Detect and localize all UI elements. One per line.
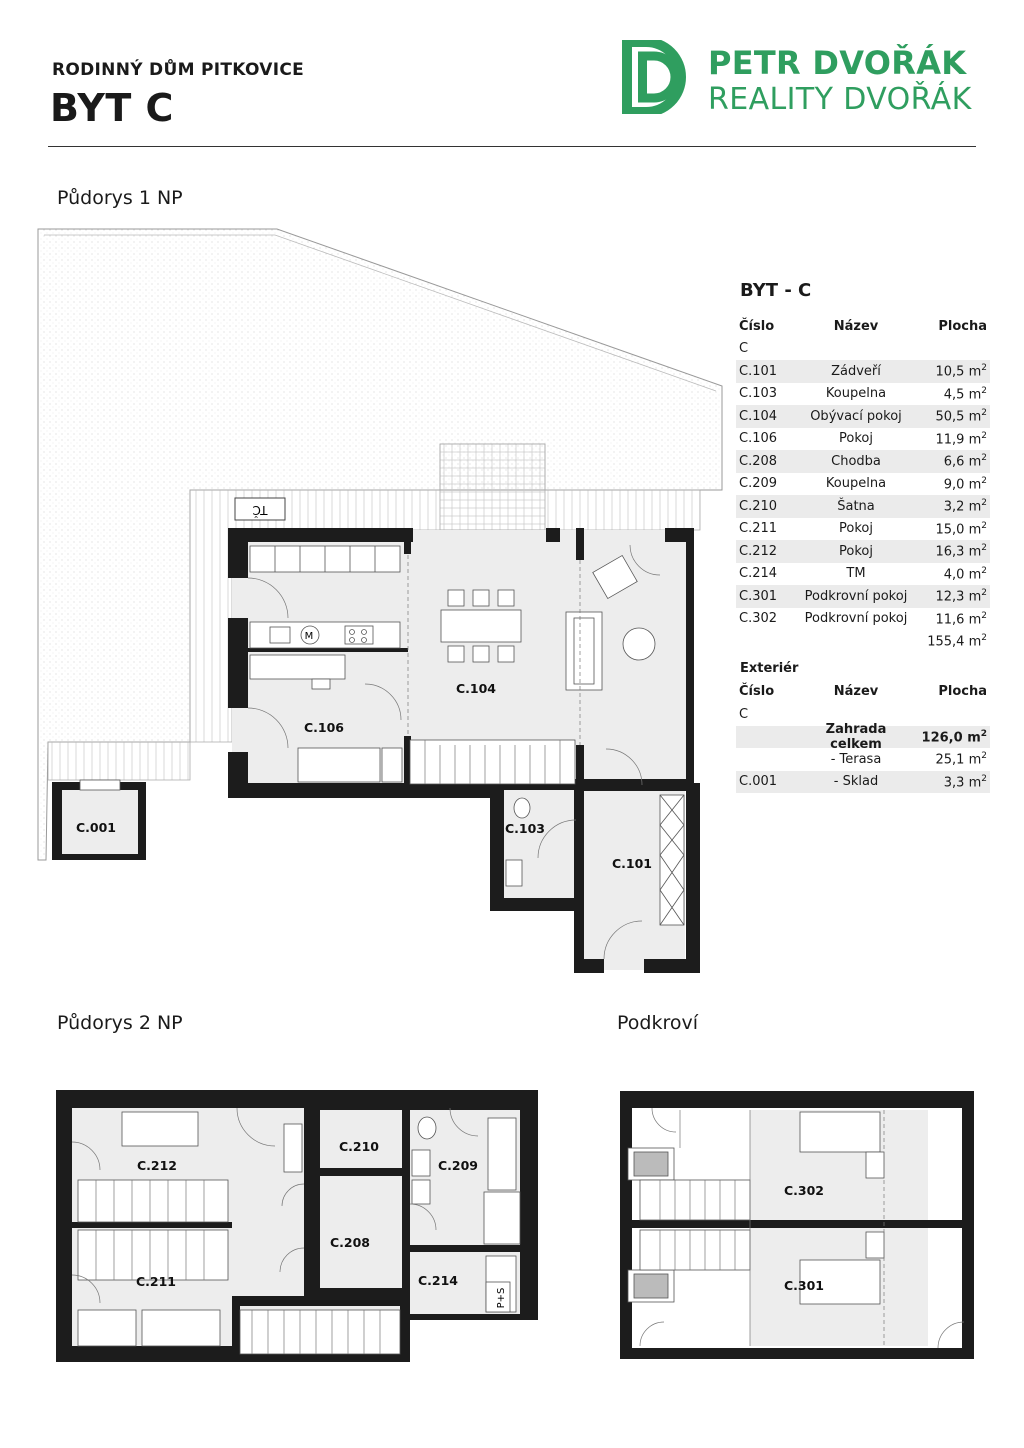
plan-attic bbox=[620, 1091, 974, 1359]
room-label-c104: C.104 bbox=[455, 681, 497, 696]
exterior-rows bbox=[736, 721, 990, 794]
area-table bbox=[736, 280, 990, 793]
page-title: BYT C bbox=[50, 86, 174, 130]
exterior-title: Exteriér bbox=[740, 660, 799, 676]
table-row bbox=[736, 518, 990, 541]
table-row bbox=[736, 360, 990, 383]
cell-plocha: 16,3 $m^2$ bbox=[935, 543, 987, 560]
room-label-c106: C.106 bbox=[303, 720, 345, 735]
room-label-c209: C.209 bbox=[437, 1158, 479, 1173]
col-header-nazev: Název bbox=[833, 318, 879, 334]
table-row bbox=[736, 771, 990, 794]
washer-label: M bbox=[304, 631, 314, 642]
table-total-row bbox=[736, 630, 990, 653]
table-row bbox=[736, 748, 990, 771]
table-rows bbox=[736, 360, 990, 630]
cell-cislo: C.302 bbox=[739, 611, 778, 627]
table-row bbox=[736, 608, 990, 631]
table-row bbox=[736, 721, 990, 752]
table-row bbox=[736, 450, 990, 473]
cell-nazev: Chodba bbox=[831, 453, 881, 469]
cell-cislo: C.301 bbox=[739, 588, 778, 604]
cell-plocha: 11,6 $m^2$ bbox=[935, 610, 987, 627]
cell-nazev: Pokoj bbox=[839, 521, 873, 537]
cell-cislo: C.212 bbox=[739, 543, 778, 559]
cell-cislo: C.101 bbox=[739, 363, 778, 379]
cell-plocha: 6,6 $m^2$ bbox=[943, 453, 987, 470]
table-row bbox=[736, 428, 990, 451]
cell-nazev: Koupelna bbox=[825, 386, 887, 402]
room-label-c212: C.212 bbox=[136, 1158, 178, 1173]
project-subtitle: RODINNÝ DŮM PITKOVICE bbox=[52, 60, 305, 80]
terrace-step bbox=[440, 444, 545, 530]
cell-plocha: 126,0 $m^2$ bbox=[921, 728, 987, 745]
col-header-plocha: Plocha bbox=[938, 318, 987, 334]
cell-nazev: Obývací pokoj bbox=[810, 408, 902, 424]
table-row bbox=[736, 540, 990, 563]
ext-col-header-cislo: Číslo bbox=[739, 684, 775, 700]
cell-cislo: C.001 bbox=[739, 774, 778, 790]
brand-tagline: REALITY DVOŘÁK bbox=[708, 82, 972, 117]
cell-nazev: Podkrovní pokoj bbox=[804, 611, 908, 627]
cell-plocha: 10,5 $m^2$ bbox=[935, 363, 987, 380]
cell-cislo: C.214 bbox=[739, 566, 778, 582]
exterior-group-label: C bbox=[739, 706, 749, 722]
room-label-c214: C.214 bbox=[417, 1273, 459, 1288]
cell-plocha: 25,1 $m^2$ bbox=[935, 751, 987, 768]
heat-pump-label: TČ bbox=[252, 503, 268, 517]
brand-name: PETR DVOŘÁK bbox=[708, 44, 967, 82]
cell-plocha: 4,0 $m^2$ bbox=[943, 565, 987, 582]
table-row bbox=[736, 405, 990, 428]
cell-plocha: 15,0 $m^2$ bbox=[935, 520, 987, 537]
cell-plocha: 4,5 $m^2$ bbox=[943, 385, 987, 402]
plan-floor2 bbox=[56, 1090, 538, 1362]
cell-plocha: 11,9 $m^2$ bbox=[935, 430, 987, 447]
room-label-c208: C.208 bbox=[329, 1235, 371, 1250]
cell-nazev: Pokoj bbox=[839, 431, 873, 447]
group-label: C bbox=[739, 341, 749, 357]
section-title-attic: Podkroví bbox=[617, 1012, 699, 1034]
cell-cislo: C.208 bbox=[739, 453, 778, 469]
cell-nazev: - Terasa bbox=[830, 751, 882, 767]
table-row bbox=[736, 383, 990, 406]
cell-plocha: 3,3 $m^2$ bbox=[943, 773, 987, 790]
room-label-c103: C.103 bbox=[504, 821, 546, 836]
cell-plocha: 50,5 $m^2$ bbox=[935, 408, 987, 425]
plan-floor1 bbox=[38, 229, 722, 973]
cell-nazev: Zahrada celkem bbox=[825, 721, 887, 752]
col-header-cislo: Číslo bbox=[739, 318, 775, 334]
room-label-c301: C.301 bbox=[783, 1278, 825, 1293]
table-row bbox=[736, 473, 990, 496]
table-group-row bbox=[736, 338, 990, 361]
ps-label: P+S bbox=[496, 1287, 507, 1309]
cell-cislo: C.209 bbox=[739, 476, 778, 492]
cell-nazev: Koupelna bbox=[825, 476, 887, 492]
cell-nazev: TM bbox=[846, 566, 866, 582]
table-title: BYT - C bbox=[740, 280, 812, 301]
table-row bbox=[736, 585, 990, 608]
section-title-floor1: Půdorys 1 NP bbox=[57, 187, 183, 209]
section-title-floor2: Půdorys 2 NP bbox=[57, 1012, 183, 1034]
room-label-c001: C.001 bbox=[75, 820, 117, 835]
room-label-c211: C.211 bbox=[135, 1274, 177, 1289]
table-row bbox=[736, 563, 990, 586]
cell-cislo: C.106 bbox=[739, 431, 778, 447]
cell-nazev: Zádveří bbox=[831, 363, 881, 379]
cell-cislo: C.210 bbox=[739, 498, 778, 514]
ext-col-header-plocha: Plocha bbox=[938, 684, 987, 700]
table-row bbox=[736, 495, 990, 518]
cell-nazev: - Sklad bbox=[833, 774, 879, 790]
exterior-header bbox=[736, 681, 990, 704]
cell-cislo: C.211 bbox=[739, 521, 778, 537]
room-label-c210: C.210 bbox=[338, 1139, 380, 1154]
table-header bbox=[736, 315, 990, 338]
room-label-c101: C.101 bbox=[611, 856, 653, 871]
cell-nazev: Pokoj bbox=[839, 543, 873, 559]
cell-plocha: 12,3 $m^2$ bbox=[935, 588, 987, 605]
total-area: 155,4 $m^2$ bbox=[927, 633, 987, 650]
cell-cislo: C.104 bbox=[739, 408, 778, 424]
cell-cislo: C.103 bbox=[739, 386, 778, 402]
ext-col-header-nazev: Název bbox=[833, 684, 879, 700]
room-label-c302: C.302 bbox=[783, 1183, 825, 1198]
cell-nazev: Šatna bbox=[837, 498, 875, 514]
cell-plocha: 9,0 $m^2$ bbox=[943, 475, 987, 492]
cell-nazev: Podkrovní pokoj bbox=[804, 588, 908, 604]
cell-plocha: 3,2 $m^2$ bbox=[943, 498, 987, 515]
